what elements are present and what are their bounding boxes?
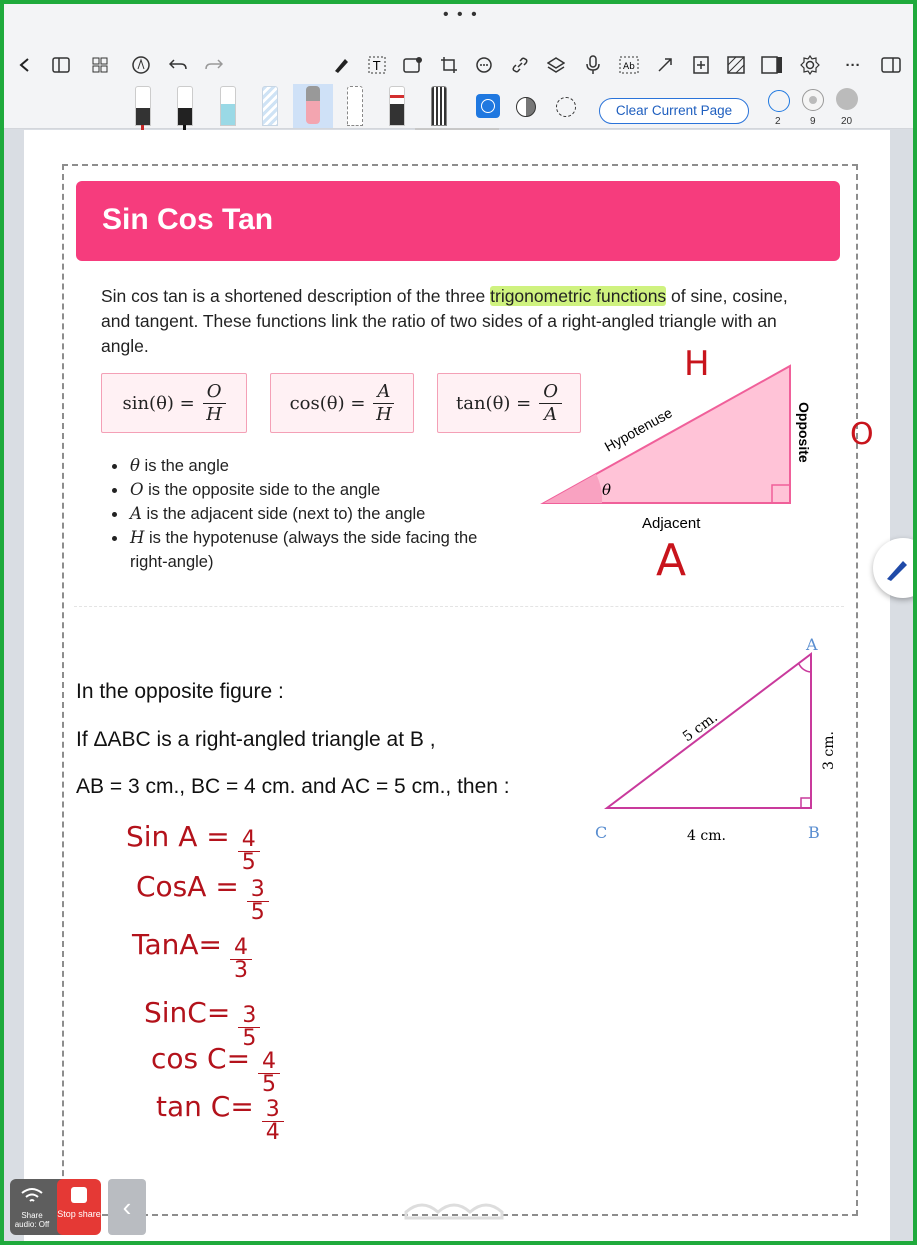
ruler-icon[interactable] — [431, 86, 447, 126]
eraser-icon[interactable] — [306, 86, 320, 124]
angle-arc — [544, 474, 602, 503]
theta-label: θ — [602, 481, 612, 499]
watermark-logo-icon — [402, 1194, 512, 1224]
section-divider — [74, 606, 844, 607]
formula-sin-num: O — [203, 381, 226, 404]
formula-sin-lhs: sin(θ) = — [122, 392, 195, 414]
shape-half-icon[interactable] — [516, 97, 536, 117]
top-toolbar — [4, 4, 913, 129]
ocr-icon[interactable] — [618, 54, 640, 76]
page-title: Sin Cos Tan — [102, 203, 274, 236]
pen-red-thin-icon[interactable] — [389, 86, 405, 126]
window-handle[interactable]: • • • — [443, 6, 479, 23]
intro-pre: Sin cos tan is a shortened description of the three — [101, 286, 491, 306]
opposite-label: Opposite — [796, 402, 812, 463]
app-window — [4, 4, 913, 1241]
angle-a-arc — [799, 664, 811, 672]
hw-A: A — [656, 535, 687, 586]
vertex-B: B — [808, 823, 820, 842]
more-menu-icon[interactable]: ··· — [845, 56, 861, 74]
list-item: • O is the opposite side to the angle — [128, 478, 508, 502]
title-banner — [76, 181, 840, 261]
trig-triangle-diagram — [524, 350, 894, 590]
list-item: • A is the adjacent side (next to) the angle — [128, 502, 508, 526]
intro-paragraph — [101, 284, 813, 359]
pen-tool-icon[interactable] — [330, 54, 352, 76]
list-item: • H is the hypotenuse (always the side facing the right-angle) — [128, 526, 508, 574]
pattern-icon[interactable] — [725, 54, 747, 76]
hw-cos-a: CosA = $\frac{3}{5}$ — [136, 870, 269, 924]
side-ac-label: 5 cm. — [679, 709, 721, 746]
stop-icon — [71, 1187, 87, 1203]
stroke-size-medium[interactable] — [802, 89, 824, 111]
formula-cos-lhs: cos(θ) = — [289, 392, 366, 414]
collapse-panel-button[interactable]: ‹ — [108, 1179, 146, 1235]
highlighter-icon[interactable] — [220, 86, 236, 126]
vertex-C: C — [595, 823, 608, 842]
abc-triangle-figure — [589, 638, 839, 848]
highlighted-term: trigonometric functions — [490, 286, 667, 306]
pen-black-icon[interactable] — [177, 86, 193, 126]
tape-icon[interactable] — [262, 86, 278, 126]
shape-circle-filled-icon[interactable] — [476, 94, 500, 118]
right-panel-icon[interactable] — [880, 54, 902, 76]
hw-cos-c: cos C= $\frac{4}{5}$ — [151, 1042, 280, 1096]
clear-page-button[interactable]: Clear Current Page — [599, 98, 749, 124]
stroke-size-small[interactable] — [768, 90, 790, 112]
side-bc-label: 4 cm. — [687, 828, 726, 844]
share-audio-button[interactable]: Share audio: Off — [10, 1179, 54, 1235]
formula-sin-den: H — [206, 403, 222, 425]
undo-icon[interactable] — [167, 54, 189, 76]
size-label-9: 9 — [810, 116, 816, 127]
hw-tan-c: tan C= $\frac{3}{4}$ — [156, 1090, 284, 1144]
grid-view-icon[interactable] — [89, 54, 111, 76]
formula-tan-num: O — [539, 381, 562, 404]
expand-arrow-icon[interactable] — [654, 54, 676, 76]
settings-gear-icon[interactable] — [799, 54, 821, 76]
layers-icon[interactable] — [545, 54, 567, 76]
notebook-page[interactable] — [24, 130, 890, 1241]
sidebar-panel-icon[interactable] — [50, 54, 72, 76]
image-icon[interactable] — [402, 54, 424, 76]
list-item: • θ is the angle — [128, 454, 508, 478]
abc-triangle — [607, 654, 811, 808]
formula-sin — [101, 373, 247, 433]
microphone-icon[interactable] — [582, 54, 604, 76]
vertex-A: A — [806, 638, 818, 654]
formula-cos-num: A — [373, 381, 394, 404]
stop-share-button[interactable]: Stop share — [57, 1179, 101, 1235]
definition-list — [110, 454, 508, 574]
screen-share-panel — [10, 1179, 101, 1235]
pen-mode-icon[interactable] — [130, 54, 152, 76]
size-label-20: 20 — [841, 116, 853, 127]
back-icon[interactable] — [14, 54, 36, 76]
crop-icon[interactable] — [438, 54, 460, 76]
question-line-2: If ΔABC is a right-angled triangle at B , — [76, 728, 436, 751]
question-line-1: In the opposite figure : — [76, 680, 284, 703]
formula-cos — [270, 373, 414, 433]
shape-dashed-icon[interactable] — [556, 97, 576, 117]
hypotenuse-label: Hypotenuse — [601, 404, 675, 455]
formula-tan-lhs: tan(θ) = — [455, 392, 532, 414]
formula-tan-den: A — [544, 403, 558, 425]
hw-sin-c: SinC= $\frac{3}{5}$ — [144, 996, 260, 1050]
comment-icon[interactable] — [473, 54, 495, 76]
right-angle-b — [801, 798, 811, 808]
lasso-icon[interactable] — [347, 86, 363, 126]
hw-O: O — [850, 417, 874, 452]
svg-text:Ab: Ab — [623, 62, 635, 72]
text-box-icon[interactable] — [366, 54, 388, 76]
hw-sin-a: Sin A = $\frac{4}{5}$ — [126, 820, 260, 874]
hw-tan-a: TanA= $\frac{4}{3}$ — [132, 928, 252, 982]
adjacent-label: Adjacent — [642, 515, 701, 532]
question-line-3: AB = 3 cm., BC = 4 cm. and AC = 5 cm., then : — [76, 775, 510, 798]
link-icon[interactable] — [509, 54, 531, 76]
stroke-size-large[interactable] — [836, 88, 858, 110]
size-label-2: 2 — [775, 116, 781, 127]
redo-icon[interactable] — [203, 54, 225, 76]
hw-H: H — [684, 350, 710, 384]
formula-cos-den: H — [376, 403, 392, 425]
intro-post: of sine, cosine, and tangent. These functions link the ratio of two sides of a right-angled triangle with an angle. — [101, 286, 788, 356]
side-ab-label: 3 cm. — [821, 731, 837, 770]
page-layout-icon[interactable] — [761, 54, 783, 76]
svg-text:T: T — [373, 59, 381, 73]
pen-red-icon[interactable] — [135, 86, 151, 126]
add-page-icon[interactable] — [690, 54, 712, 76]
wifi-icon — [20, 1187, 44, 1203]
